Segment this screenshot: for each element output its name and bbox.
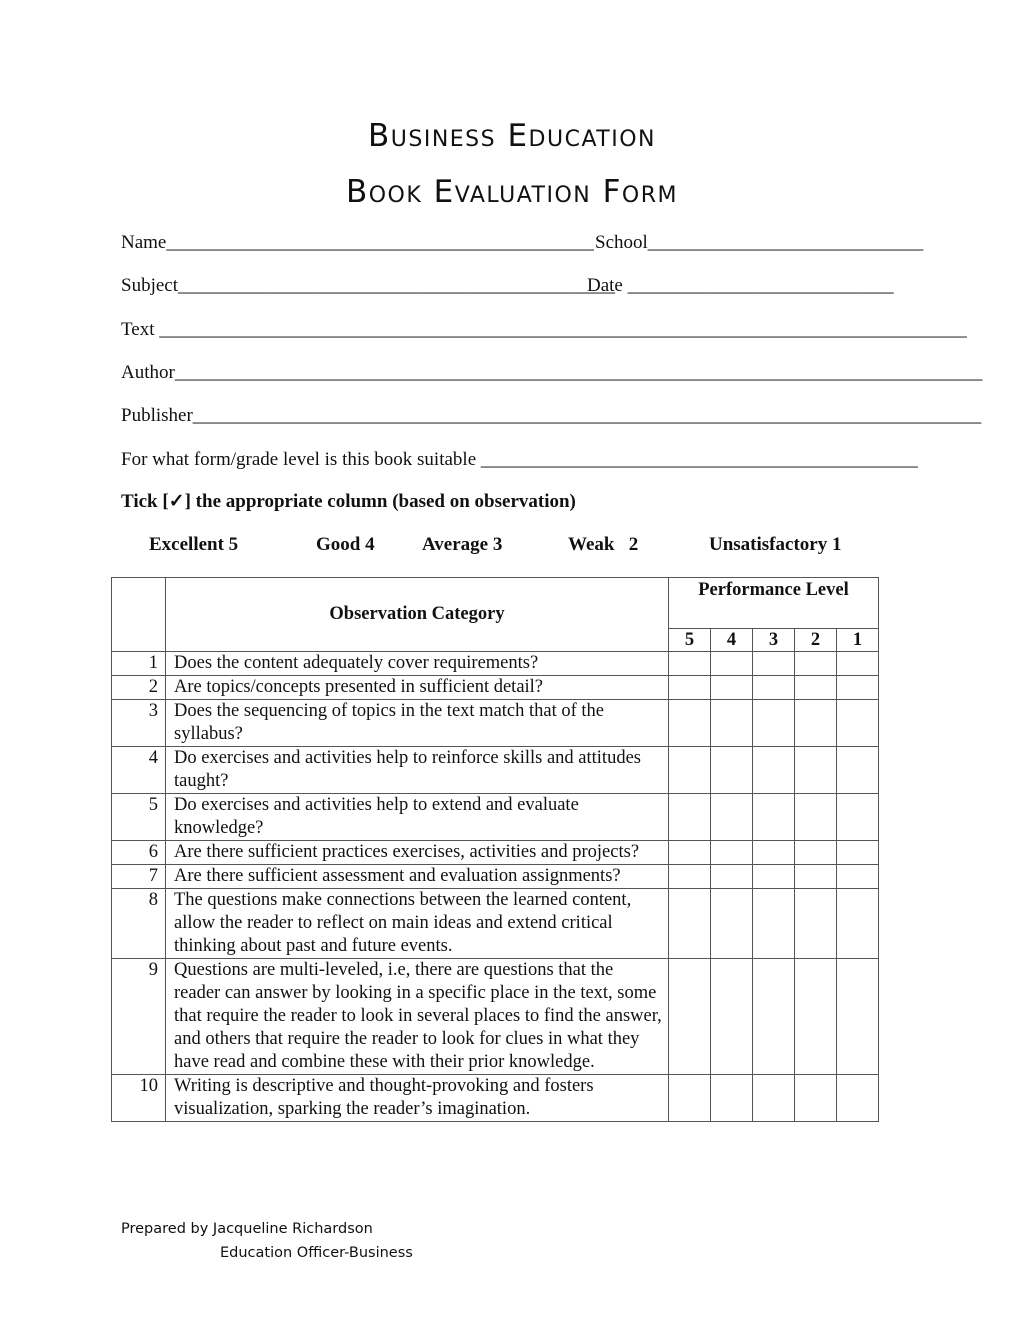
form-title-line1: Business Education: [368, 118, 656, 154]
rating-cell-level-2[interactable]: [795, 747, 837, 794]
row-number: 9: [112, 959, 166, 1075]
observation-text: Are topics/concepts presented in sufficient detail?: [166, 676, 669, 700]
rating-cell-level-2[interactable]: [795, 794, 837, 841]
prepared-by: Prepared by Jacqueline Richardson: [121, 1221, 373, 1237]
row-number: 8: [112, 889, 166, 959]
rating-cell-level-2[interactable]: [795, 700, 837, 747]
table-row: [112, 889, 879, 959]
rating-cell-level-4[interactable]: [711, 700, 753, 747]
table-row: [112, 865, 879, 889]
rating-cell-level-5[interactable]: [669, 865, 711, 889]
rating-cell-level-4[interactable]: [711, 889, 753, 959]
table-row: [112, 841, 879, 865]
table-row: [112, 700, 879, 747]
rating-cell-level-4[interactable]: [711, 652, 753, 676]
text-field[interactable]: Text _____________________________________________________________________________________: [121, 319, 967, 340]
table-row: [112, 794, 879, 841]
rating-cell-level-2[interactable]: [795, 1075, 837, 1122]
scale-good: Good 4: [316, 534, 375, 555]
name-field[interactable]: Name_____________________________________________: [121, 232, 594, 253]
rating-cell-level-1[interactable]: [837, 865, 879, 889]
observation-text: Does the sequencing of topics in the text match that of the syllabus?: [166, 700, 669, 747]
observation-text: Does the content adequately cover requirements?: [166, 652, 669, 676]
row-number: 4: [112, 747, 166, 794]
rating-cell-level-1[interactable]: [837, 959, 879, 1075]
level-2-header: 2: [795, 629, 837, 652]
rating-cell-level-4[interactable]: [711, 959, 753, 1075]
row-number: 7: [112, 865, 166, 889]
rating-cell-level-2[interactable]: [795, 676, 837, 700]
rating-cell-level-2[interactable]: [795, 889, 837, 959]
tick-instruction: Tick [✓] the appropriate column (based on observation): [121, 491, 576, 512]
rating-cell-level-1[interactable]: [837, 676, 879, 700]
number-header-cell: [112, 578, 166, 652]
rating-cell-level-5[interactable]: [669, 747, 711, 794]
rating-cell-level-5[interactable]: [669, 700, 711, 747]
level-4-header: 4: [711, 629, 753, 652]
rating-cell-level-4[interactable]: [711, 841, 753, 865]
rating-cell-level-4[interactable]: [711, 747, 753, 794]
rating-cell-level-1[interactable]: [837, 1075, 879, 1122]
rating-cell-level-3[interactable]: [753, 700, 795, 747]
rating-cell-level-5[interactable]: [669, 841, 711, 865]
table-row: [112, 1075, 879, 1122]
rating-cell-level-2[interactable]: [795, 652, 837, 676]
grade-level-field[interactable]: For what form/grade level is this book suitable ______________________________________________: [121, 449, 918, 470]
observation-text: The questions make connections between the learned content, allow the reader to reflect on main ideas and extend critical thinking about past and future events.: [166, 889, 669, 959]
rating-cell-level-3[interactable]: [753, 959, 795, 1075]
school-field[interactable]: School_____________________________: [595, 232, 924, 253]
rating-cell-level-4[interactable]: [711, 794, 753, 841]
author-field[interactable]: Author_____________________________________________________________________________________: [121, 362, 983, 383]
performance-level-header: Performance Level: [669, 578, 879, 629]
form-title-line2: Book Evaluation Form: [345, 174, 679, 210]
rating-cell-level-5[interactable]: [669, 794, 711, 841]
rating-cell-level-3[interactable]: [753, 747, 795, 794]
date-field[interactable]: Date ____________________________: [587, 275, 894, 296]
row-number: 3: [112, 700, 166, 747]
observation-text: Writing is descriptive and thought-provoking and fosters visualization, sparking the reader’s imagination.: [166, 1075, 669, 1122]
rating-cell-level-3[interactable]: [753, 652, 795, 676]
row-number: 1: [112, 652, 166, 676]
rating-cell-level-1[interactable]: [837, 889, 879, 959]
rating-cell-level-5[interactable]: [669, 1075, 711, 1122]
level-3-header: 3: [753, 629, 795, 652]
observation-text: Are there sufficient assessment and evaluation assignments?: [166, 865, 669, 889]
rating-cell-level-1[interactable]: [837, 700, 879, 747]
rating-cell-level-2[interactable]: [795, 841, 837, 865]
table-row: [112, 652, 879, 676]
row-number: 5: [112, 794, 166, 841]
scale-average: Average 3: [422, 534, 503, 555]
scale-excellent: Excellent 5: [149, 534, 239, 555]
level-1-header: 1: [837, 629, 879, 652]
rating-cell-level-3[interactable]: [753, 676, 795, 700]
row-number: 10: [112, 1075, 166, 1122]
rating-cell-level-1[interactable]: [837, 841, 879, 865]
row-number: 6: [112, 841, 166, 865]
rating-cell-level-4[interactable]: [711, 1075, 753, 1122]
rating-cell-level-4[interactable]: [711, 865, 753, 889]
observation-category-header: Observation Category: [166, 578, 669, 652]
observation-text: Do exercises and activities help to reinforce skills and attitudes taught?: [166, 747, 669, 794]
preparer-role: Education Officer-Business: [220, 1245, 413, 1261]
scale-unsatisfactory: Unsatisfactory 1: [709, 534, 842, 555]
rating-cell-level-3[interactable]: [753, 865, 795, 889]
scale-weak: Weak 2: [568, 534, 639, 555]
table-row: [112, 747, 879, 794]
rating-cell-level-3[interactable]: [753, 841, 795, 865]
evaluation-table: [111, 577, 879, 1122]
rating-cell-level-2[interactable]: [795, 959, 837, 1075]
subject-field[interactable]: Subject______________________________________________: [121, 275, 615, 296]
rating-cell-level-5[interactable]: [669, 889, 711, 959]
rating-cell-level-5[interactable]: [669, 959, 711, 1075]
publisher-field[interactable]: Publisher___________________________________________________________________________________: [121, 405, 982, 426]
rating-cell-level-5[interactable]: [669, 652, 711, 676]
rating-cell-level-3[interactable]: [753, 1075, 795, 1122]
rating-cell-level-2[interactable]: [795, 865, 837, 889]
rating-cell-level-4[interactable]: [711, 676, 753, 700]
table-row: [112, 959, 879, 1075]
observation-text: Questions are multi-leveled, i.e, there are questions that the reader can answer by looking in a specific place in the text, some that require the reader to look in several places to find the answer, and others that require the reader to look for clues in what they have read and combine these with their prior knowledge.: [166, 959, 669, 1075]
rating-cell-level-1[interactable]: [837, 794, 879, 841]
rating-cell-level-1[interactable]: [837, 747, 879, 794]
rating-cell-level-3[interactable]: [753, 889, 795, 959]
rating-cell-level-1[interactable]: [837, 652, 879, 676]
observation-text: Are there sufficient practices exercises, activities and projects?: [166, 841, 669, 865]
row-number: 2: [112, 676, 166, 700]
observation-text: Do exercises and activities help to extend and evaluate knowledge?: [166, 794, 669, 841]
rating-cell-level-3[interactable]: [753, 794, 795, 841]
rating-cell-level-5[interactable]: [669, 676, 711, 700]
level-5-header: 5: [669, 629, 711, 652]
table-row: [112, 676, 879, 700]
